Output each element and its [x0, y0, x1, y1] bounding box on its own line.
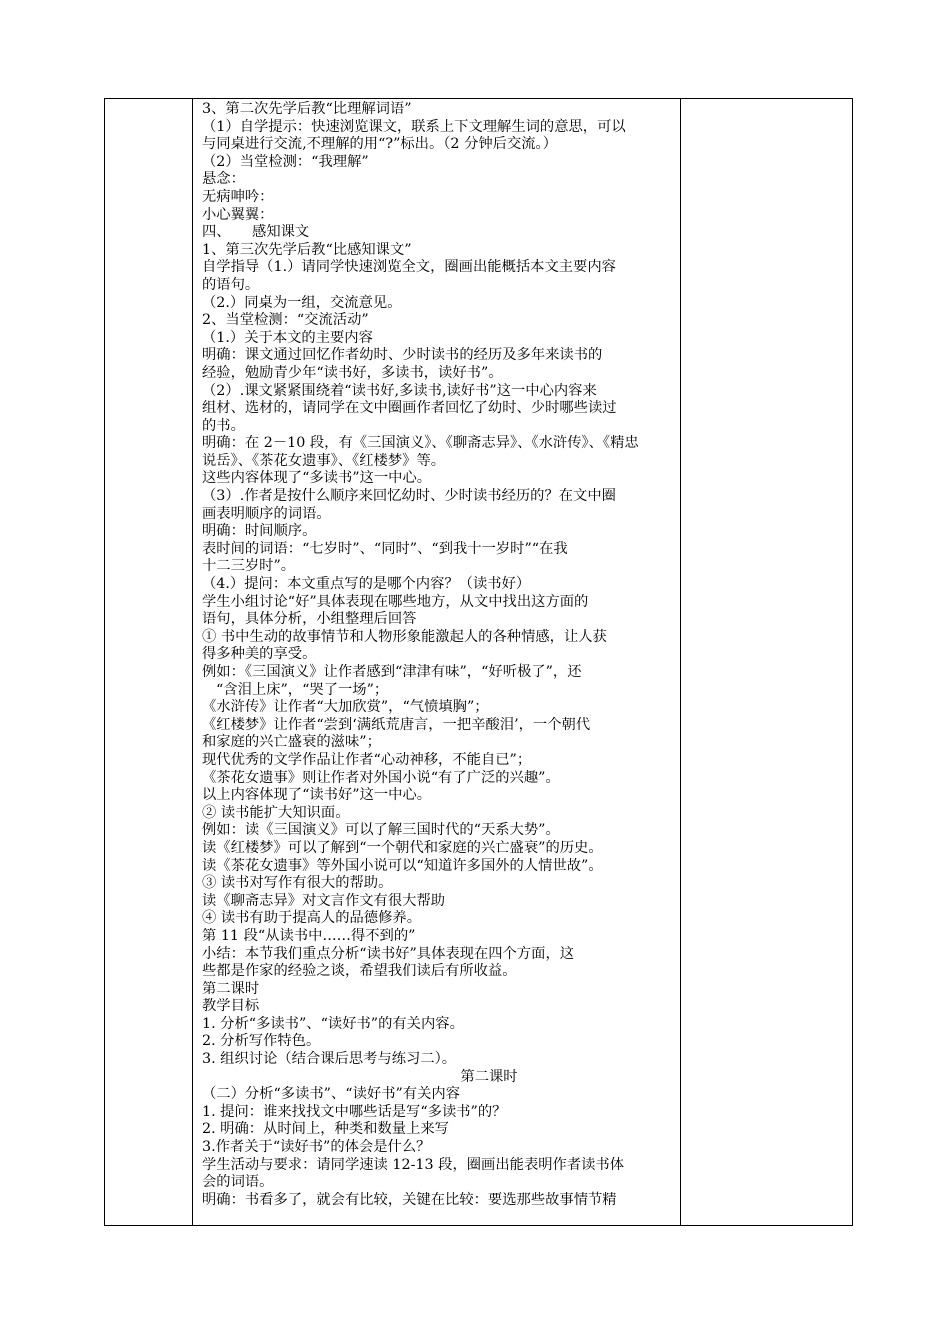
text-line: 明确：书看多了，就会有比较，关键在比较：要选那些故事情节精: [202, 1191, 617, 1208]
text-line: 以上内容体现了“读书好”这一中心。: [202, 787, 432, 804]
text-line: 例如：《三国演义》让作者感到“津津有味”，“好听极了”，还: [202, 664, 582, 680]
text-line: 语句，具体分析，小组整理后回答: [202, 611, 417, 628]
text-line: 与同桌进行交流,不理解的用“?”标出。（2 分钟后交流。）: [202, 136, 557, 153]
section-heading: 第二课时: [202, 980, 260, 997]
centered-heading: 第二课时: [460, 1068, 518, 1085]
text-line: 2. 分析写作特色。: [202, 1033, 321, 1050]
text-line: 说岳》、《茶花女遗事》、《红楼梦》等。: [202, 452, 446, 469]
text-line: （4.）提问：本文重点写的是哪个内容？（读书好）: [202, 576, 531, 593]
text-line: 小结：本节我们重点分析“读书好”具体表现在四个方面，这: [202, 945, 575, 962]
text-line: 学生小组讨论“好”具体表现在哪些地方，从文中找出这方面的: [202, 593, 589, 610]
text-line: 经验，勉励青少年“读书好，多读书，读好书”。: [202, 364, 503, 381]
text-line: （二）分析“多读书”、“读好书”有关内容: [202, 1086, 460, 1103]
text-line: 自学指导（1.）请同学快速浏览全文，圈画出能概括本文主要内容: [202, 259, 616, 276]
text-line: 教学目标: [202, 998, 260, 1015]
text-line: 明确：时间顺序。: [202, 523, 317, 540]
lesson-content-cell: [202, 101, 776, 1225]
text-line: 明确：课文通过回忆作者幼时、少时读书的经历及多年来读书的: [202, 347, 603, 364]
text-line: 3、第二次先学后教“比理解词语”: [202, 101, 412, 117]
left-column-cell: [105, 99, 193, 1225]
text-line: 这些内容体现了“多读书”这一中心。: [202, 470, 432, 487]
text-line: 表时间的词语：“七岁时”、“同时”、“到我十一岁时”“在我: [202, 540, 568, 557]
lesson-plan-table: [104, 98, 853, 1226]
text-line: 第 11 段“从读书中……得不到的”: [202, 927, 416, 944]
text-line: 无病呻吟：: [202, 188, 274, 205]
text-line: （3）.作者是按什么顺序来回忆幼时、少时读书经历的？在文中圈: [202, 488, 616, 505]
text-line: 读《聊斋志异》对文言作文有很大帮助: [202, 892, 446, 909]
text-line: “含泪上床”，“哭了一场”；: [216, 681, 389, 698]
text-line: 例如：读《三国演义》可以了解三国时代的“天系大势”。: [202, 822, 560, 839]
text-line: 十二三岁时”。: [202, 558, 296, 575]
text-line: 些都是作家的经验之谈，希望我们读后有所收益。: [202, 963, 517, 980]
text-line: 3. 组织讨论（结合课后思考与练习二）。: [202, 1051, 457, 1068]
text-line: 2、当堂检测：“交流活动”: [202, 312, 369, 329]
text-line: ④ 读书有助于提高人的品德修养。: [202, 910, 421, 927]
text-line: 《水浒传》让作者“大加欣赏”，“气愤填胸”；: [202, 699, 489, 716]
text-line: 的书。: [202, 417, 245, 434]
text-line: 1. 提问：谁来找找文中哪些话是写“多读书”的？: [202, 1103, 507, 1120]
text-line: 《茶花女遗事》则让作者对外国小说“有了广泛的兴趣”。: [202, 769, 560, 786]
text-line: 会的词语。: [202, 1174, 274, 1191]
text-line: 现代优秀的文学作品让作者“心动神移，不能自已”；: [202, 751, 532, 768]
text-line: ② 读书能扩大知识面。: [202, 804, 350, 821]
text-line: 的语句。: [202, 276, 260, 293]
text-line: （1）自学提示：快速浏览课文，联系上下文理解生词的意思，可以: [202, 118, 626, 135]
text-line: ① 书中生动的故事情节和人物形象能激起人的各种情感，让人获: [202, 628, 607, 645]
text-line: （1.）关于本文的主要内容: [202, 329, 373, 346]
text-line: 小心翼翼：: [202, 206, 274, 223]
text-line: （2）当堂检测：“我理解”: [202, 153, 369, 170]
text-line: 3.作者关于“读好书”的体会是什么？: [202, 1139, 431, 1156]
text-line: （2.）同桌为一组，交流意见。: [202, 294, 402, 311]
text-line: 组材、选材的，请同学在文中圈画作者回忆了幼时、少时哪些读过: [202, 400, 617, 417]
text-line: 得多种美的享受。: [202, 646, 317, 663]
text-line: （2）.课文紧紧围绕着“读书好,多读书,读好书”这一中心内容来: [202, 382, 597, 399]
text-line: 学生活动与要求：请同学速读 12-13 段，圈画出能表明作者读书体: [202, 1156, 625, 1173]
text-line: 1. 分析“多读书”、“读好书”的有关内容。: [202, 1015, 464, 1032]
text-line: 明确：在 2－10 段，有《三国演义》、《聊斋志异》、《水浒传》、《精忠: [202, 435, 639, 452]
text-line: 2. 明确：从时间上，种类和数量上来写: [202, 1121, 449, 1138]
text-line: 画表明顺序的词语。: [202, 505, 331, 522]
text-line: 悬念：: [202, 171, 245, 188]
text-line: 和家庭的兴亡盛衰的滋味”；: [202, 734, 381, 751]
text-line: 《红楼梦》让作者“尝到‘满纸荒唐言，一把辛酸泪’，一个朝代: [202, 716, 591, 733]
section-heading: 四、 感知课文: [202, 224, 310, 241]
text-line: 1、第三次先学后教“比感知课文”: [202, 241, 412, 258]
text-line: 读《红楼梦》可以了解到“一个朝代和家庭的兴亡盛衰”的历史。: [202, 839, 603, 856]
text-line: ③ 读书对写作有很大的帮助。: [202, 875, 393, 892]
text-line: 读《茶花女遗事》等外国小说可以“知道许多国外的人情世故”。: [202, 857, 603, 874]
